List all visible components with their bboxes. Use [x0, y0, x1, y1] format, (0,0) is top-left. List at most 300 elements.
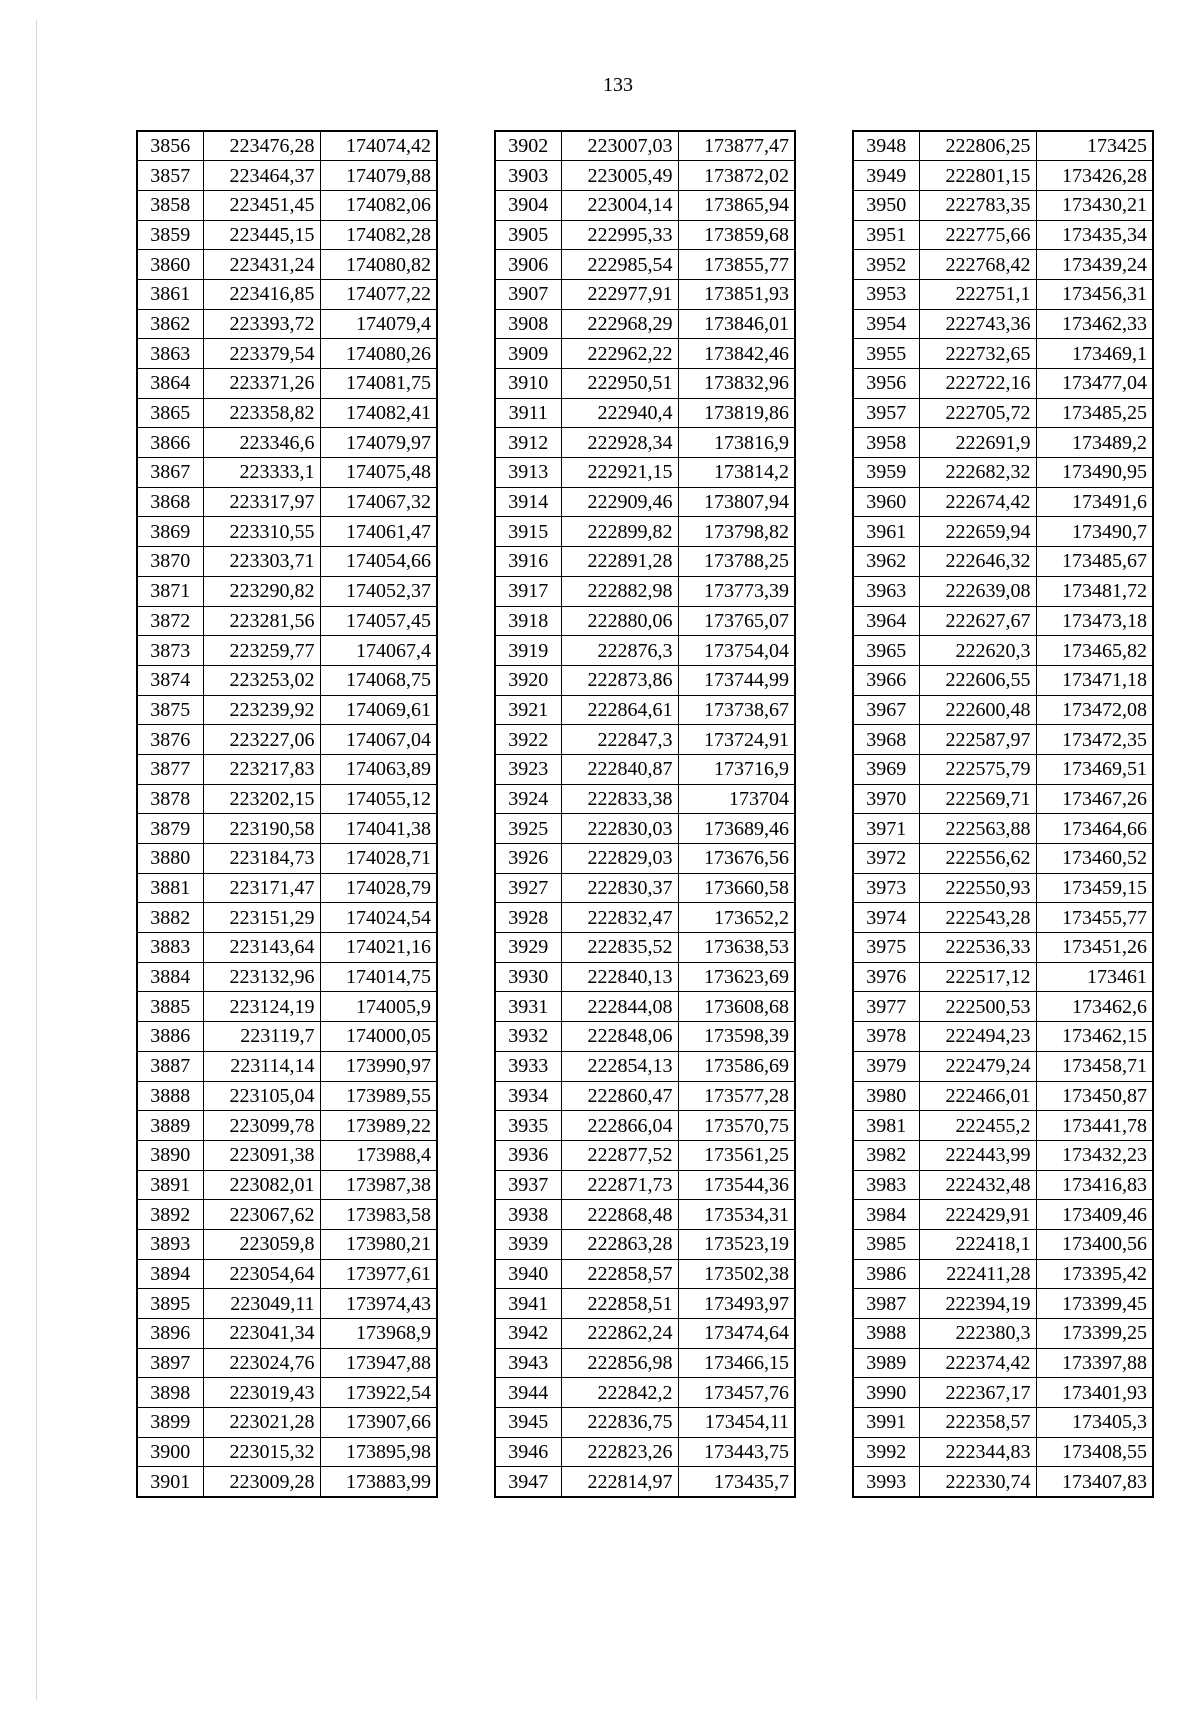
table-row: [137, 1408, 437, 1438]
y-coordinate-cell: 173489,2: [1036, 428, 1153, 458]
x-coordinate-cell: 222962,22: [561, 339, 678, 369]
y-coordinate-cell: 173877,47: [678, 131, 795, 161]
point-number-cell: 3881: [137, 873, 203, 903]
x-coordinate-cell: 222858,51: [561, 1289, 678, 1319]
point-number-cell: 3972: [853, 844, 919, 874]
x-coordinate-cell: 222620,3: [919, 636, 1036, 666]
point-number-cell: 3903: [495, 161, 561, 191]
table-row: [137, 1259, 437, 1289]
x-coordinate-cell: 222823,26: [561, 1437, 678, 1467]
x-coordinate-cell: 222743,36: [919, 309, 1036, 339]
x-coordinate-cell: 223119,7: [203, 1022, 320, 1052]
table-row: [853, 1170, 1153, 1200]
table-row: [853, 1437, 1153, 1467]
table-row: [495, 1348, 795, 1378]
x-coordinate-cell: 223310,55: [203, 517, 320, 547]
point-number-cell: 3922: [495, 725, 561, 755]
point-number-cell: 3940: [495, 1259, 561, 1289]
point-number-cell: 3954: [853, 309, 919, 339]
table-row: [853, 725, 1153, 755]
point-number-cell: 3993: [853, 1467, 919, 1497]
x-coordinate-cell: 222443,99: [919, 1140, 1036, 1170]
x-coordinate-cell: 222639,08: [919, 576, 1036, 606]
y-coordinate-cell: 173947,88: [320, 1348, 437, 1378]
table-row: [137, 754, 437, 784]
point-number-cell: 3985: [853, 1229, 919, 1259]
table-row: [137, 695, 437, 725]
x-coordinate-cell: 222783,35: [919, 190, 1036, 220]
x-coordinate-cell: 222891,28: [561, 547, 678, 577]
point-number-cell: 3968: [853, 725, 919, 755]
x-coordinate-cell: 223227,06: [203, 725, 320, 755]
point-number-cell: 3950: [853, 190, 919, 220]
point-number-cell: 3952: [853, 250, 919, 280]
point-number-cell: 3941: [495, 1289, 561, 1319]
y-coordinate-cell: 174014,75: [320, 962, 437, 992]
point-number-cell: 3961: [853, 517, 919, 547]
table-row: [137, 1348, 437, 1378]
table-row: [853, 665, 1153, 695]
table-row: [495, 754, 795, 784]
table-row: [495, 784, 795, 814]
point-number-cell: 3896: [137, 1319, 203, 1349]
table-row: [137, 1022, 437, 1052]
point-number-cell: 3976: [853, 962, 919, 992]
point-number-cell: 3874: [137, 665, 203, 695]
point-number-cell: 3866: [137, 428, 203, 458]
table-row: [853, 873, 1153, 903]
point-number-cell: 3924: [495, 784, 561, 814]
table-row: [137, 190, 437, 220]
table-row: [495, 161, 795, 191]
table-row: [495, 725, 795, 755]
table-row: [853, 1378, 1153, 1408]
point-number-cell: 3869: [137, 517, 203, 547]
y-coordinate-cell: 173523,19: [678, 1229, 795, 1259]
x-coordinate-cell: 222674,42: [919, 487, 1036, 517]
point-number-cell: 3884: [137, 962, 203, 992]
table-row: [495, 131, 795, 161]
point-number-cell: 3970: [853, 784, 919, 814]
table-row: [137, 220, 437, 250]
x-coordinate-cell: 223393,72: [203, 309, 320, 339]
point-number-cell: 3977: [853, 992, 919, 1022]
table-row: [137, 606, 437, 636]
x-coordinate-cell: 223151,29: [203, 903, 320, 933]
y-coordinate-cell: 173473,18: [1036, 606, 1153, 636]
y-coordinate-cell: 173474,64: [678, 1319, 795, 1349]
point-number-cell: 3857: [137, 161, 203, 191]
table-row: [495, 279, 795, 309]
x-coordinate-cell: 222494,23: [919, 1022, 1036, 1052]
y-coordinate-cell: 173638,53: [678, 933, 795, 963]
y-coordinate-cell: 173788,25: [678, 547, 795, 577]
x-coordinate-cell: 222627,67: [919, 606, 1036, 636]
y-coordinate-cell: 173502,38: [678, 1259, 795, 1289]
y-coordinate-cell: 173859,68: [678, 220, 795, 250]
table-row: [853, 279, 1153, 309]
table-row: [495, 903, 795, 933]
table-row: [853, 695, 1153, 725]
y-coordinate-cell: 173485,25: [1036, 398, 1153, 428]
x-coordinate-cell: 223333,1: [203, 458, 320, 488]
y-coordinate-cell: 174068,75: [320, 665, 437, 695]
y-coordinate-cell: 173485,67: [1036, 547, 1153, 577]
table-row: [137, 992, 437, 1022]
x-coordinate-cell: 222806,25: [919, 131, 1036, 161]
point-number-cell: 3861: [137, 279, 203, 309]
x-coordinate-cell: 222432,48: [919, 1170, 1036, 1200]
x-coordinate-cell: 222556,62: [919, 844, 1036, 874]
x-coordinate-cell: 222873,86: [561, 665, 678, 695]
x-coordinate-cell: 222832,47: [561, 903, 678, 933]
table-row: [495, 814, 795, 844]
table-row: [137, 369, 437, 399]
y-coordinate-cell: 173451,26: [1036, 933, 1153, 963]
table-row: [137, 784, 437, 814]
table-row: [495, 1051, 795, 1081]
table-row: [137, 903, 437, 933]
x-coordinate-cell: 222840,87: [561, 754, 678, 784]
point-number-cell: 3962: [853, 547, 919, 577]
table-row: [495, 398, 795, 428]
x-coordinate-cell: 222536,33: [919, 933, 1036, 963]
point-number-cell: 3886: [137, 1022, 203, 1052]
point-number-cell: 3983: [853, 1170, 919, 1200]
point-number-cell: 3877: [137, 754, 203, 784]
y-coordinate-cell: 173704: [678, 784, 795, 814]
point-number-cell: 3860: [137, 250, 203, 280]
point-number-cell: 3966: [853, 665, 919, 695]
point-number-cell: 3899: [137, 1408, 203, 1438]
point-number-cell: 3987: [853, 1289, 919, 1319]
table-row: [495, 487, 795, 517]
x-coordinate-cell: 222691,9: [919, 428, 1036, 458]
point-number-cell: 3872: [137, 606, 203, 636]
x-coordinate-cell: 222876,3: [561, 636, 678, 666]
y-coordinate-cell: 173623,69: [678, 962, 795, 992]
table-row: [853, 1051, 1153, 1081]
table-row: [495, 962, 795, 992]
y-coordinate-cell: 173895,98: [320, 1437, 437, 1467]
x-coordinate-cell: 223171,47: [203, 873, 320, 903]
y-coordinate-cell: 174024,54: [320, 903, 437, 933]
y-coordinate-cell: 174028,79: [320, 873, 437, 903]
y-coordinate-cell: 174052,37: [320, 576, 437, 606]
table-row: [853, 1111, 1153, 1141]
table-row: [495, 933, 795, 963]
y-coordinate-cell: 173814,2: [678, 458, 795, 488]
point-number-cell: 3957: [853, 398, 919, 428]
x-coordinate-cell: 222722,16: [919, 369, 1036, 399]
table-row: [853, 576, 1153, 606]
y-coordinate-cell: 173395,42: [1036, 1259, 1153, 1289]
y-coordinate-cell: 173400,56: [1036, 1229, 1153, 1259]
x-coordinate-cell: 223067,62: [203, 1200, 320, 1230]
y-coordinate-cell: 173990,97: [320, 1051, 437, 1081]
y-coordinate-cell: 173689,46: [678, 814, 795, 844]
x-coordinate-cell: 222854,13: [561, 1051, 678, 1081]
y-coordinate-cell: 173819,86: [678, 398, 795, 428]
x-coordinate-cell: 222775,66: [919, 220, 1036, 250]
x-coordinate-cell: 222829,03: [561, 844, 678, 874]
y-coordinate-cell: 173738,67: [678, 695, 795, 725]
x-coordinate-cell: 223184,73: [203, 844, 320, 874]
point-number-cell: 3870: [137, 547, 203, 577]
table-row: [137, 1051, 437, 1081]
x-coordinate-cell: 222801,15: [919, 161, 1036, 191]
table-row: [495, 1259, 795, 1289]
point-number-cell: 3883: [137, 933, 203, 963]
x-coordinate-cell: 223009,28: [203, 1467, 320, 1497]
point-number-cell: 3935: [495, 1111, 561, 1141]
table-row: [853, 962, 1153, 992]
x-coordinate-cell: 223281,56: [203, 606, 320, 636]
y-coordinate-cell: 173459,15: [1036, 873, 1153, 903]
x-coordinate-cell: 223082,01: [203, 1170, 320, 1200]
x-coordinate-cell: 222394,19: [919, 1289, 1036, 1319]
point-number-cell: 3992: [853, 1437, 919, 1467]
y-coordinate-cell: 174057,45: [320, 606, 437, 636]
y-coordinate-cell: 174080,26: [320, 339, 437, 369]
point-number-cell: 3939: [495, 1229, 561, 1259]
point-number-cell: 3909: [495, 339, 561, 369]
point-number-cell: 3960: [853, 487, 919, 517]
y-coordinate-cell: 173469,1: [1036, 339, 1153, 369]
point-number-cell: 3905: [495, 220, 561, 250]
point-number-cell: 3919: [495, 636, 561, 666]
x-coordinate-cell: 223476,28: [203, 131, 320, 161]
y-coordinate-cell: 173883,99: [320, 1467, 437, 1497]
y-coordinate-cell: 173744,99: [678, 665, 795, 695]
x-coordinate-cell: 223005,49: [561, 161, 678, 191]
table-row: [137, 547, 437, 577]
point-number-cell: 3888: [137, 1081, 203, 1111]
x-coordinate-cell: 222899,82: [561, 517, 678, 547]
table-row: [853, 220, 1153, 250]
table-row: [137, 725, 437, 755]
y-coordinate-cell: 173399,25: [1036, 1319, 1153, 1349]
table-row: [137, 487, 437, 517]
table-row: [137, 636, 437, 666]
point-number-cell: 3990: [853, 1378, 919, 1408]
table-row: [137, 517, 437, 547]
y-coordinate-cell: 173460,52: [1036, 844, 1153, 874]
x-coordinate-cell: 223202,15: [203, 784, 320, 814]
point-number-cell: 3931: [495, 992, 561, 1022]
point-number-cell: 3890: [137, 1140, 203, 1170]
table-row: [495, 1022, 795, 1052]
table-row: [853, 784, 1153, 814]
x-coordinate-cell: 222835,52: [561, 933, 678, 963]
y-coordinate-cell: 173462,6: [1036, 992, 1153, 1022]
point-number-cell: 3936: [495, 1140, 561, 1170]
table-row: [853, 606, 1153, 636]
x-coordinate-cell: 222862,24: [561, 1319, 678, 1349]
y-coordinate-cell: 173430,21: [1036, 190, 1153, 220]
y-coordinate-cell: 173401,93: [1036, 1378, 1153, 1408]
x-coordinate-cell: 222500,53: [919, 992, 1036, 1022]
table-row: [853, 190, 1153, 220]
y-coordinate-cell: 173544,36: [678, 1170, 795, 1200]
x-coordinate-cell: 223445,15: [203, 220, 320, 250]
table-row: [137, 814, 437, 844]
table-row: [137, 458, 437, 488]
point-number-cell: 3914: [495, 487, 561, 517]
table-row: [495, 606, 795, 636]
point-number-cell: 3916: [495, 547, 561, 577]
point-number-cell: 3979: [853, 1051, 919, 1081]
table-row: [853, 1081, 1153, 1111]
table-row: [137, 844, 437, 874]
y-coordinate-cell: 173407,83: [1036, 1467, 1153, 1497]
x-coordinate-cell: 223451,45: [203, 190, 320, 220]
x-coordinate-cell: 222411,28: [919, 1259, 1036, 1289]
y-coordinate-cell: 173477,04: [1036, 369, 1153, 399]
x-coordinate-cell: 222543,28: [919, 903, 1036, 933]
y-coordinate-cell: 173798,82: [678, 517, 795, 547]
point-number-cell: 3891: [137, 1170, 203, 1200]
table-row: [137, 933, 437, 963]
point-number-cell: 3862: [137, 309, 203, 339]
x-coordinate-cell: 222751,1: [919, 279, 1036, 309]
y-coordinate-cell: 173416,83: [1036, 1170, 1153, 1200]
table-row: [495, 1170, 795, 1200]
point-number-cell: 3932: [495, 1022, 561, 1052]
point-number-cell: 3991: [853, 1408, 919, 1438]
x-coordinate-cell: 223379,54: [203, 339, 320, 369]
x-coordinate-cell: 222466,01: [919, 1081, 1036, 1111]
table-row: [853, 398, 1153, 428]
x-coordinate-cell: 222659,94: [919, 517, 1036, 547]
x-coordinate-cell: 223358,82: [203, 398, 320, 428]
table-row: [495, 339, 795, 369]
point-number-cell: 3948: [853, 131, 919, 161]
point-number-cell: 3984: [853, 1200, 919, 1230]
x-coordinate-cell: 222418,1: [919, 1229, 1036, 1259]
table-row: [137, 250, 437, 280]
table-row: [137, 962, 437, 992]
table-row: [137, 1200, 437, 1230]
x-coordinate-cell: 223004,14: [561, 190, 678, 220]
table-row: [137, 873, 437, 903]
point-number-cell: 3969: [853, 754, 919, 784]
y-coordinate-cell: 173462,33: [1036, 309, 1153, 339]
table-row: [137, 1081, 437, 1111]
y-coordinate-cell: 173439,24: [1036, 250, 1153, 280]
point-number-cell: 3859: [137, 220, 203, 250]
point-number-cell: 3893: [137, 1229, 203, 1259]
point-number-cell: 3856: [137, 131, 203, 161]
y-coordinate-cell: 174067,4: [320, 636, 437, 666]
y-coordinate-cell: 173807,94: [678, 487, 795, 517]
point-number-cell: 3912: [495, 428, 561, 458]
y-coordinate-cell: 174074,42: [320, 131, 437, 161]
point-number-cell: 3875: [137, 695, 203, 725]
x-coordinate-cell: 222575,79: [919, 754, 1036, 784]
y-coordinate-cell: 173490,95: [1036, 458, 1153, 488]
x-coordinate-cell: 223019,43: [203, 1378, 320, 1408]
x-coordinate-cell: 223015,32: [203, 1437, 320, 1467]
table-row: [853, 1022, 1153, 1052]
x-coordinate-cell: 222842,2: [561, 1378, 678, 1408]
y-coordinate-cell: 173458,71: [1036, 1051, 1153, 1081]
point-number-cell: 3879: [137, 814, 203, 844]
x-coordinate-cell: 223346,6: [203, 428, 320, 458]
x-coordinate-cell: 222682,32: [919, 458, 1036, 488]
x-coordinate-cell: 222847,3: [561, 725, 678, 755]
y-coordinate-cell: 174067,32: [320, 487, 437, 517]
x-coordinate-cell: 223303,71: [203, 547, 320, 577]
point-number-cell: 3907: [495, 279, 561, 309]
y-coordinate-cell: 173989,55: [320, 1081, 437, 1111]
y-coordinate-cell: 173493,97: [678, 1289, 795, 1319]
y-coordinate-cell: 174079,97: [320, 428, 437, 458]
y-coordinate-cell: 173491,6: [1036, 487, 1153, 517]
table-row: [495, 1229, 795, 1259]
table-row: [853, 903, 1153, 933]
table-row: [137, 1437, 437, 1467]
point-number-cell: 3895: [137, 1289, 203, 1319]
table-row: [137, 131, 437, 161]
point-number-cell: 3958: [853, 428, 919, 458]
table-row: [137, 1378, 437, 1408]
table-row: [853, 992, 1153, 1022]
point-number-cell: 3900: [137, 1437, 203, 1467]
point-number-cell: 3975: [853, 933, 919, 963]
x-coordinate-cell: 222864,61: [561, 695, 678, 725]
point-number-cell: 3947: [495, 1467, 561, 1497]
x-coordinate-cell: 223007,03: [561, 131, 678, 161]
y-coordinate-cell: 174028,71: [320, 844, 437, 874]
table-row: [853, 517, 1153, 547]
y-coordinate-cell: 173435,34: [1036, 220, 1153, 250]
table-row: [137, 1111, 437, 1141]
y-coordinate-cell: 173469,51: [1036, 754, 1153, 784]
table-row: [853, 339, 1153, 369]
x-coordinate-cell: 222921,15: [561, 458, 678, 488]
point-number-cell: 3980: [853, 1081, 919, 1111]
point-number-cell: 3978: [853, 1022, 919, 1052]
x-coordinate-cell: 222833,38: [561, 784, 678, 814]
y-coordinate-cell: 173724,91: [678, 725, 795, 755]
table-row: [137, 398, 437, 428]
point-number-cell: 3917: [495, 576, 561, 606]
y-coordinate-cell: 173855,77: [678, 250, 795, 280]
x-coordinate-cell: 223041,34: [203, 1319, 320, 1349]
table-row: [137, 1319, 437, 1349]
y-coordinate-cell: 173405,3: [1036, 1408, 1153, 1438]
table-row: [495, 220, 795, 250]
y-coordinate-cell: 174077,22: [320, 279, 437, 309]
coordinate-table-3: [852, 130, 1154, 1498]
table-row: [495, 458, 795, 488]
point-number-cell: 3956: [853, 369, 919, 399]
point-number-cell: 3898: [137, 1378, 203, 1408]
y-coordinate-cell: 173842,46: [678, 339, 795, 369]
y-coordinate-cell: 173457,76: [678, 1378, 795, 1408]
scan-edge-line: [36, 20, 37, 1700]
x-coordinate-cell: 222569,71: [919, 784, 1036, 814]
y-coordinate-cell: 173608,68: [678, 992, 795, 1022]
point-number-cell: 3974: [853, 903, 919, 933]
x-coordinate-cell: 222563,88: [919, 814, 1036, 844]
y-coordinate-cell: 173865,94: [678, 190, 795, 220]
y-coordinate-cell: 173450,87: [1036, 1081, 1153, 1111]
x-coordinate-cell: 222848,06: [561, 1022, 678, 1052]
x-coordinate-cell: 223217,83: [203, 754, 320, 784]
x-coordinate-cell: 222380,3: [919, 1319, 1036, 1349]
